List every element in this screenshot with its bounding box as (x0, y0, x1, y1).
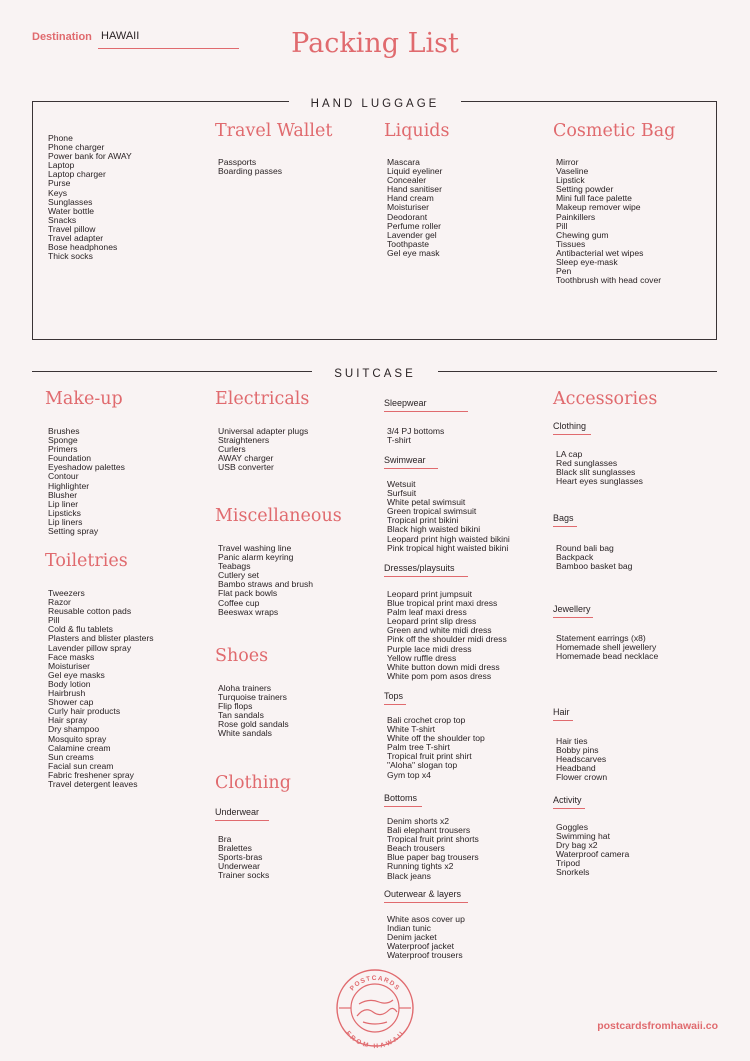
list-item: Backpack (556, 552, 594, 563)
bags-subheading-line (553, 526, 577, 527)
list-item: Setting powder (556, 184, 614, 195)
list-item: T-shirt (387, 435, 411, 446)
underwear-subheading: Underwear (215, 807, 260, 817)
list-item: Laptop (48, 160, 75, 171)
jewellery-subheading: Jewellery (553, 604, 591, 614)
destination-value: HAWAII (101, 30, 140, 42)
list-item: Deodorant (387, 211, 428, 222)
list-item: Mini full face palette (556, 193, 632, 204)
list-item: Sleep eye-mask (556, 257, 618, 268)
toiletries-list (48, 589, 154, 789)
list-item: Mosquito spray (48, 733, 107, 744)
bags-list (556, 544, 632, 571)
list-item: Purple lace midi dress (387, 643, 472, 654)
list-item: Cold & flu tablets (48, 624, 113, 635)
list-item: White pom pom asos dress (387, 670, 492, 681)
list-item: Underwear (218, 861, 261, 872)
list-item: Teabags (218, 561, 251, 572)
jewellery-subheading-line (553, 617, 593, 618)
list-item: Headscarves (556, 754, 607, 765)
toiletries-heading: Toiletries (45, 551, 128, 571)
list-item: Fabric freshener spray (48, 769, 134, 780)
list-item: Lavender gel (387, 229, 437, 240)
list-item: Trainer socks (218, 870, 270, 881)
list-item: Blusher (48, 489, 78, 500)
list-item: Rose gold sandals (218, 719, 289, 730)
list-item: Lipstick (556, 175, 585, 186)
list-item: Straighteners (218, 435, 270, 446)
list-item: AWAY charger (218, 453, 274, 464)
list-item: Tan sandals (218, 710, 264, 721)
activity-subheading-group (553, 795, 585, 809)
hand-luggage-label: HAND LUGGAGE (289, 98, 462, 110)
list-item: Lavender pillow spray (48, 642, 132, 653)
list-item: Leopard print high waisted bikini (387, 533, 510, 544)
list-item: Primers (48, 444, 78, 455)
list-item: Bambo straws and brush (218, 579, 314, 590)
list-item: Highlighter (48, 480, 90, 491)
sleepwear-list (387, 427, 444, 445)
list-item: Concealer (387, 175, 427, 186)
outerwear-subheading-group (384, 889, 468, 903)
acc-clothing-subheading-group (553, 421, 591, 435)
electricals-heading: Electricals (215, 389, 310, 409)
sleepwear-subheading-line (384, 411, 468, 412)
list-item: Tripod (556, 858, 581, 869)
liquids-heading: Liquids (384, 121, 450, 141)
list-item: Pink off the shoulder midi dress (387, 634, 507, 645)
list-item: Universal adapter plugs (218, 426, 309, 436)
list-item: LA cap (556, 449, 583, 459)
sleepwear-subheading: Sleepwear (384, 398, 427, 408)
list-item: Waterproof camera (556, 849, 630, 860)
list-item: Pink tropical hight waisted bikini (387, 542, 509, 553)
list-item: Lip liner (48, 498, 79, 509)
footer-url[interactable]: postcardsfromhawaii.co (597, 1020, 718, 1032)
list-item: Setting spray (48, 526, 99, 537)
cosmetic-bag-list (556, 158, 661, 285)
list-item: Panic alarm keyring (218, 552, 294, 563)
list-item: Yellow ruffle dress (387, 652, 457, 663)
bottoms-subheading-line (384, 806, 422, 807)
list-item: Laptop charger (48, 169, 106, 180)
list-item: Aloha trainers (218, 683, 272, 693)
list-item: Brushes (48, 426, 80, 436)
list-item: Statement earrings (x8) (556, 633, 646, 643)
hair-list (556, 737, 607, 782)
suitcase-label: SUITCASE (312, 368, 438, 380)
list-item: Black high waisted bikini (387, 524, 481, 535)
list-item: White off the shoulder top (387, 733, 485, 744)
list-item: Contour (48, 471, 79, 482)
electricals-list (218, 427, 308, 472)
svg-text:FROM HAWAII: FROM HAWAII (344, 1029, 406, 1050)
list-item: Eyeshadow palettes (48, 462, 125, 473)
list-item: Surfsuit (387, 488, 417, 499)
list-item: Bali crochet crop top (387, 715, 466, 725)
list-item: Antibacterial wet wipes (556, 247, 644, 258)
list-item: Dry shampoo (48, 724, 100, 735)
list-item: Turquoise trainers (218, 692, 287, 703)
list-item: Hand sanitiser (387, 184, 442, 195)
travel-wallet-heading: Travel Wallet (215, 121, 333, 141)
list-item: Toothbrush with head cover (556, 275, 662, 286)
swimwear-list (387, 480, 510, 553)
list-item: Sunglasses (48, 196, 93, 207)
list-item: USB converter (218, 462, 274, 473)
list-item: Goggles (556, 822, 589, 832)
list-item: Moisturiser (48, 660, 91, 671)
list-item: Power bank for AWAY (48, 151, 132, 162)
cosmetic-bag-heading: Cosmetic Bag (553, 121, 676, 141)
shoes-list (218, 684, 289, 739)
underwear-list (218, 835, 269, 880)
list-item: Leopard print jumpsuit (387, 589, 473, 599)
list-item: Flat pack bowls (218, 588, 278, 599)
hair-subheading: Hair (553, 707, 570, 717)
page-title: Packing List (291, 28, 459, 59)
dresses-subheading-group (384, 563, 468, 577)
outerwear-subheading: Outerwear & layers (384, 889, 462, 899)
swimwear-subheading-line (384, 468, 438, 469)
miscellaneous-list (218, 544, 313, 617)
list-item: Mirror (556, 157, 579, 167)
dresses-subheading: Dresses/playsuits (384, 563, 455, 573)
list-item: Liquid eyeliner (387, 166, 443, 177)
list-item: Tropical fruit print shorts (387, 834, 479, 845)
list-item: Hair ties (556, 736, 588, 746)
miscellaneous-heading: Miscellaneous (215, 506, 342, 526)
postcards-from-hawaii-logo (333, 966, 417, 1050)
list-item: Bra (218, 834, 232, 844)
list-item: Lip liners (48, 516, 83, 527)
list-item: Sports-bras (218, 852, 263, 863)
list-item: Face masks (48, 651, 95, 662)
list-item: Cutlery set (218, 570, 260, 581)
list-item: Round bali bag (556, 543, 614, 553)
list-item: Moisturiser (387, 202, 430, 213)
clothing-heading: Clothing (215, 773, 291, 793)
list-item: Pill (556, 220, 568, 231)
list-item: Bobby pins (556, 745, 599, 756)
list-item: Waterproof jacket (387, 941, 455, 952)
list-item: White T-shirt (387, 724, 436, 735)
tops-subheading: Tops (384, 691, 404, 701)
hair-subheading-line (553, 720, 573, 721)
list-item: Hand cream (387, 193, 434, 204)
list-item: Gel eye mask (387, 247, 440, 258)
list-item: Mascara (387, 157, 420, 167)
list-item: Green and white midi dress (387, 625, 492, 636)
list-item: Plasters and blister plasters (48, 633, 154, 644)
underwear-subheading-group (215, 807, 269, 821)
swimwear-subheading: Swimwear (384, 455, 426, 465)
list-item: Denim shorts x2 (387, 816, 450, 826)
dresses-list (387, 590, 507, 681)
list-item: Water bottle (48, 205, 95, 216)
jewellery-list (556, 634, 658, 661)
outerwear-subheading-line (384, 902, 468, 903)
list-item: Perfume roller (387, 220, 441, 231)
list-item: Razor (48, 597, 71, 608)
list-item: Waterproof trousers (387, 950, 463, 961)
hair-subheading-group (553, 707, 573, 721)
list-item: Homemade shell jewellery (556, 642, 657, 653)
list-item: Pen (556, 266, 572, 277)
bottoms-subheading-group (384, 793, 422, 807)
activity-subheading-line (553, 808, 585, 809)
list-item: Bralettes (218, 843, 252, 854)
list-item: Bali elephant trousers (387, 825, 471, 836)
list-item: Bose headphones (48, 242, 118, 253)
list-item: Swimming hat (556, 831, 610, 842)
list-item: White button down midi dress (387, 661, 500, 672)
list-item: Sun creams (48, 751, 94, 762)
underwear-subheading-line (215, 820, 269, 821)
accessories-heading: Accessories (553, 389, 658, 409)
list-item: Phone (48, 133, 73, 143)
makeup-list (48, 427, 125, 536)
list-item: Black slit sunglasses (556, 467, 636, 478)
jewellery-subheading-group (553, 604, 593, 618)
list-item: Tropical print bikini (387, 515, 459, 526)
shoes-heading: Shoes (215, 646, 269, 666)
svg-text:POSTCARDS: POSTCARDS (348, 974, 402, 993)
list-item: Dry bag x2 (556, 840, 598, 851)
acc-clothing-list (556, 450, 643, 486)
swimwear-subheading-group (384, 455, 438, 469)
list-item: Chewing gum (556, 229, 609, 240)
list-item: Pill (48, 615, 60, 626)
list-item: "Aloha" slogan top (387, 760, 458, 771)
list-item: Black jeans (387, 870, 431, 881)
list-item: White petal swimsuit (387, 497, 466, 508)
list-item: Phone charger (48, 142, 105, 153)
list-item: Flower crown (556, 772, 608, 783)
sleepwear-subheading-group (384, 398, 468, 412)
list-item: Tweezers (48, 588, 85, 598)
list-item: Toothpaste (387, 238, 430, 249)
list-item: Passports (218, 157, 257, 167)
list-item: Gel eye masks (48, 669, 105, 680)
list-item: Body lotion (48, 678, 91, 689)
acc-clothing-subheading: Clothing (553, 421, 587, 431)
bags-subheading-group (553, 513, 577, 527)
list-item: Curly hair products (48, 706, 121, 717)
list-item: Leopard print slip dress (387, 616, 477, 627)
list-item: Painkillers (556, 211, 596, 222)
list-item: Reusable cotton pads (48, 606, 132, 617)
list-item: Green tropical swimsuit (387, 506, 477, 517)
list-item: Tropical fruit print shirt (387, 751, 472, 762)
list-item: Blue paper bag trousers (387, 852, 479, 863)
dresses-subheading-line (384, 576, 468, 577)
list-item: White asos cover up (387, 914, 465, 924)
list-item: Keys (48, 187, 68, 198)
list-item: Hairbrush (48, 688, 86, 699)
list-item: Foundation (48, 453, 92, 464)
list-item: Heart eyes sunglasses (556, 476, 643, 487)
list-item: Travel washing line (218, 543, 292, 553)
list-item: Flip flops (218, 701, 253, 712)
list-item: Palm leaf maxi dress (387, 607, 467, 618)
list-item: 3/4 PJ bottoms (387, 426, 445, 436)
list-item: Coffee cup (218, 597, 260, 608)
list-item: Blue tropical print maxi dress (387, 598, 498, 609)
destination-label: Destination (32, 31, 92, 43)
list-item: Boarding passes (218, 166, 283, 177)
hand-luggage-general-list (48, 134, 132, 261)
list-item: Travel detergent leaves (48, 778, 138, 789)
liquids-list (387, 158, 442, 258)
list-item: Tissues (556, 238, 586, 249)
list-item: Denim jacket (387, 932, 437, 943)
list-item: Indian tunic (387, 923, 431, 934)
list-item: Gym top x4 (387, 769, 431, 780)
list-item: Sponge (48, 435, 78, 446)
list-item: Shower cap (48, 697, 94, 708)
list-item: Bamboo basket bag (556, 561, 633, 572)
list-item: White sandals (218, 728, 272, 739)
list-item: Calamine cream (48, 742, 111, 753)
list-item: Red sunglasses (556, 458, 618, 469)
activity-subheading: Activity (553, 795, 582, 805)
list-item: Vaseline (556, 166, 589, 177)
list-item: Beeswax wraps (218, 606, 279, 617)
list-item: Homemade bead necklace (556, 651, 659, 662)
list-item: Palm tree T-shirt (387, 742, 450, 753)
tops-subheading-group (384, 691, 406, 705)
list-item: Hair spray (48, 715, 88, 726)
bags-subheading: Bags (553, 513, 574, 523)
list-item: Snorkels (556, 867, 590, 878)
list-item: Travel adapter (48, 233, 104, 244)
list-item: Purse (48, 178, 71, 189)
list-item: Makeup remover wipe (556, 202, 641, 213)
activity-list (556, 823, 629, 878)
list-item: Curlers (218, 444, 246, 455)
list-item: Headband (556, 763, 596, 774)
list-item: Thick socks (48, 251, 93, 262)
list-item: Wetsuit (387, 479, 416, 489)
travel-wallet-list (218, 158, 282, 176)
tops-list (387, 716, 485, 780)
list-item: Lipsticks (48, 507, 81, 518)
makeup-heading: Make-up (45, 389, 123, 409)
list-item: Snacks (48, 214, 77, 225)
outerwear-list (387, 915, 465, 960)
bottoms-subheading: Bottoms (384, 793, 418, 803)
list-item: Facial sun cream (48, 760, 114, 771)
tops-subheading-line (384, 704, 406, 705)
bottoms-list (387, 817, 479, 881)
acc-clothing-subheading-line (553, 434, 591, 435)
list-item: Running tights x2 (387, 861, 454, 872)
list-item: Travel pillow (48, 223, 96, 234)
list-item: Beach trousers (387, 843, 445, 854)
